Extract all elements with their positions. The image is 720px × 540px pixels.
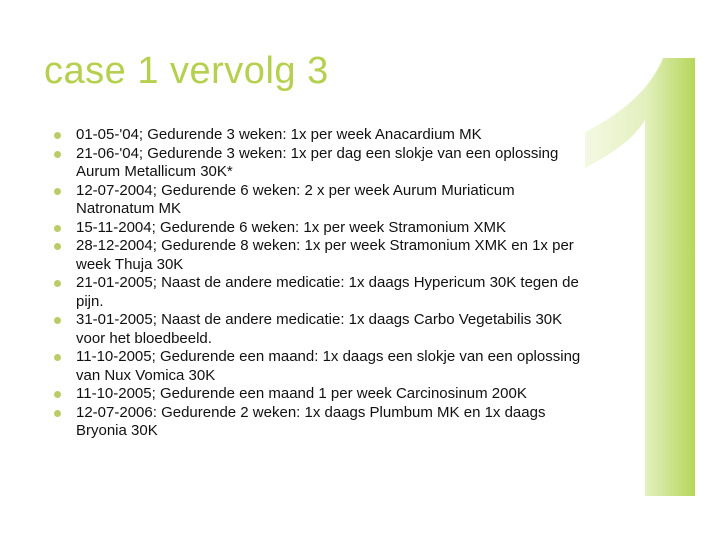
bullet-text: 15-11-2004; Gedurende 6 weken: 1x per week Stramonium XMK (76, 218, 506, 236)
bullet-item (52, 219, 662, 238)
bullet-item (52, 126, 662, 145)
bullet-text: 01-05-'04; Gedurende 3 weken: 1x per week Anacardium MK (76, 126, 482, 143)
bullet-text: 28-12-2004; Gedurende 8 weken: 1x per week Stramonium XMK en 1x per week Thuja 30K (76, 237, 574, 273)
bullet-item (52, 237, 662, 274)
bullet-dot-icon (54, 151, 61, 158)
bullet-text: 21-06-'04; Gedurende 3 weken: 1x per dag een slokje van een oplossing Aurum Metallicum 30K* (76, 144, 559, 180)
bullet-dot-icon (54, 317, 61, 324)
bullet-dot-icon (54, 391, 61, 398)
bullet-list (52, 126, 662, 441)
bullet-item (52, 348, 662, 385)
bullet-dot-icon (54, 410, 61, 417)
bullet-item (52, 182, 662, 219)
bullet-text: 12-07-2006: Gedurende 2 weken: 1x daags Plumbum MK en 1x daags Bryonia 30K (76, 403, 546, 439)
bullet-text: 12-07-2004; Gedurende 6 weken: 2 x per week Aurum Muriaticum Natronatum MK (76, 181, 515, 217)
bullet-item (52, 404, 662, 441)
bullet-dot-icon (54, 188, 61, 195)
bullet-dot-icon (54, 354, 61, 361)
bullet-item (52, 385, 662, 404)
slide-title: case 1 vervolg 3 (44, 50, 329, 92)
bullet-text: 21-01-2005; Naast de andere medicatie: 1x daags Hypericum 30K tegen de pijn. (76, 274, 579, 310)
bullet-text: 11-10-2005; Gedurende een maand 1 per week Carcinosinum 200K (76, 385, 527, 402)
bullet-item (52, 274, 662, 311)
bullet-dot-icon (54, 280, 61, 287)
bullet-item (52, 311, 662, 348)
bullet-text: 31-01-2005; Naast de andere medicatie: 1x daags Carbo Vegetabilis 30K voor het bloedbeeld. (76, 311, 563, 347)
bullet-dot-icon (54, 132, 61, 139)
bullet-text: 11-10-2005; Gedurende een maand: 1x daags een slokje van een oplossing van Nux Vomica 30K (76, 348, 581, 384)
bullet-dot-icon (54, 225, 61, 232)
bullet-dot-icon (54, 243, 61, 250)
bullet-item (52, 145, 662, 182)
